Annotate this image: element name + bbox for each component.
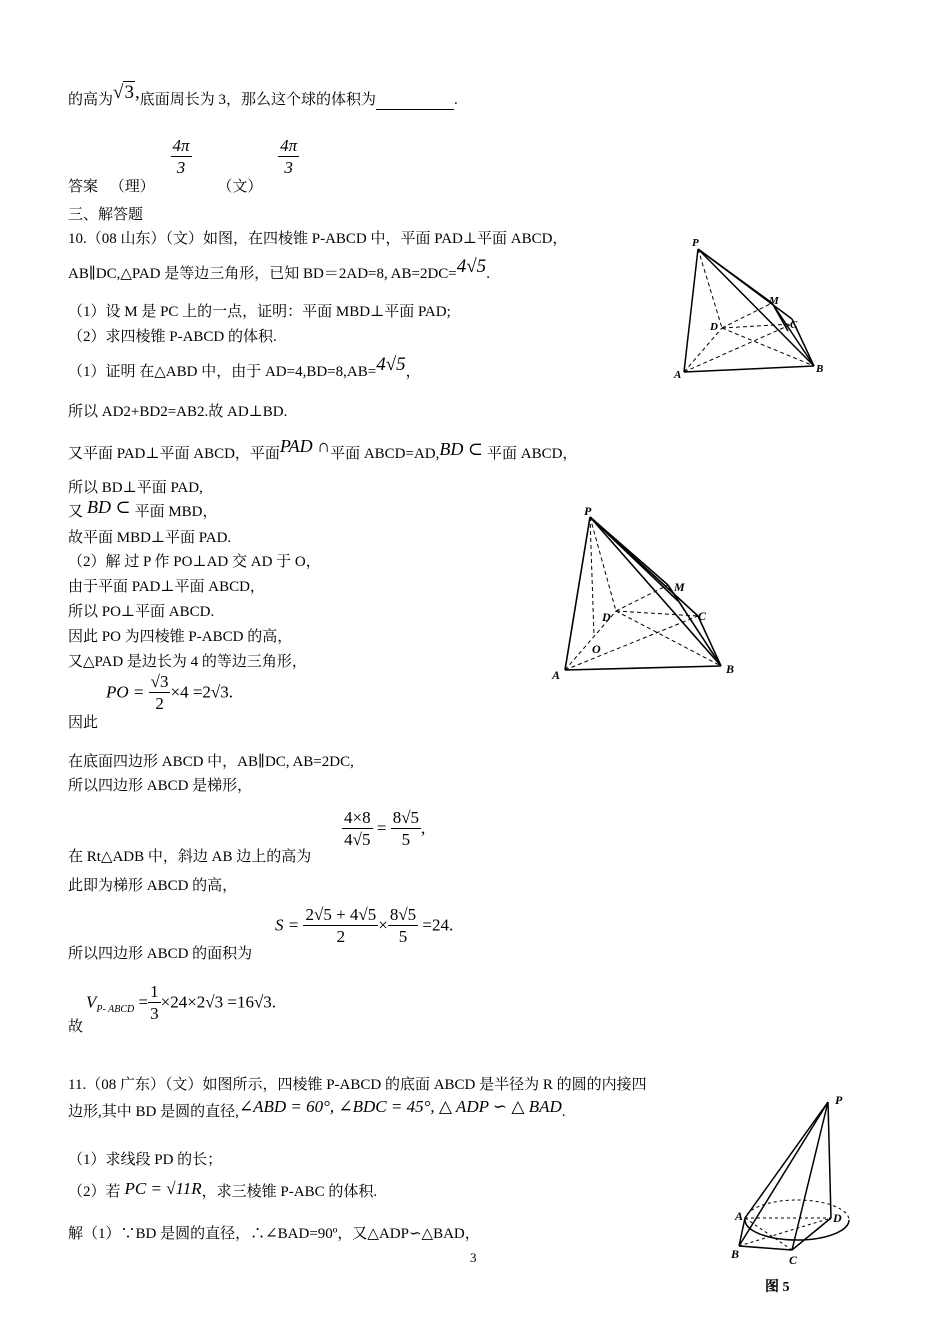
h-eq: = [376, 818, 387, 838]
fig3-label-4: C [789, 1253, 798, 1267]
p11-sol: 解（1）∵BD 是圆的直径，∴∠BAD=90º，又△ADP∽△BAD， [68, 1226, 480, 1242]
area-fraction-2 [388, 905, 418, 948]
figure-pyramid-2 [548, 503, 748, 683]
p11-line2a: 边形,其中 BD 是圆的直径, [68, 1104, 239, 1120]
area-num2: 8√5 [389, 905, 417, 924]
po-formula [106, 672, 233, 715]
p11-line2-end: . [561, 1104, 566, 1120]
po-lead: 因此 [68, 715, 99, 731]
fig3-caption: 图 5 [765, 1280, 790, 1295]
area-den1: 2 [336, 927, 346, 946]
s5-b: BD ⊂ [87, 497, 131, 517]
s5-c: 平面 MBD， [134, 504, 218, 520]
p10-s3 [68, 436, 578, 463]
s1-text: （1）证明 在△ABD 中，由于 AD=4,BD=8,AB= [68, 364, 377, 380]
h-den2: 5 [401, 830, 411, 849]
fig1-label-0: P [692, 237, 699, 249]
p10-s6: 故平面 MBD⊥平面 PAD. [68, 530, 232, 546]
li-label: （理） [109, 178, 155, 195]
fig1-label-1: M [769, 295, 779, 307]
fig2-label-1: M [674, 580, 685, 594]
p10-s9: 所以 PO⊥平面 ABCD. [68, 604, 215, 620]
area-lead: 所以四边形 ABCD 的面积为 [68, 946, 253, 962]
fig3-label-3: B [731, 1247, 740, 1261]
po-den: 2 [155, 694, 164, 713]
vol-rhs: ×24×2√3 =16√3. [160, 992, 277, 1012]
h-fraction-1 [342, 808, 373, 851]
p10-s4: 所以 BD⊥平面 PAD, [68, 480, 203, 496]
p11-angles: ∠ABD = 60°, ∠BDC = 45°, △ ADP ∽ △ BAD [238, 1097, 562, 1116]
wen-fraction [278, 136, 299, 179]
fig3-label-0: P [835, 1093, 843, 1107]
fig2-label-6: B [726, 662, 735, 676]
wen-num: 4π [280, 136, 298, 155]
line-end: . [453, 92, 458, 108]
p10-head: 10.（08 山东）（文）如图，在四棱锥 P-ABCD 中，平面 PAD⊥平面 ABCD， [68, 231, 568, 247]
s3-e: 平面 ABCD， [486, 446, 578, 462]
p10-s5 [68, 497, 218, 521]
fig2-label-4: O [592, 642, 601, 656]
h-end: , [421, 818, 426, 838]
p10-s11: 又△PAD 是边长为 4 的等边三角形， [68, 654, 307, 670]
p11-q2 [68, 1180, 377, 1201]
p10-s10: 因此 PO 为四棱锥 P-ABCD 的高， [68, 629, 293, 645]
area-times: × [378, 915, 388, 935]
fig3-label-1: A [735, 1209, 744, 1223]
h-formula [342, 808, 425, 851]
vol-den: 3 [150, 1004, 159, 1023]
li-den: 3 [176, 158, 186, 177]
fig2-label-5: A [552, 668, 561, 682]
fig2-label-0: P [584, 504, 592, 518]
po-fraction [149, 672, 171, 715]
sqrt3: √3, [113, 82, 140, 103]
fig2-label-3: C [698, 609, 707, 623]
fig1-label-3: C [790, 319, 798, 331]
p10-s7: （2）解 过 P 作 PO⊥AD 交 AD 于 O， [68, 554, 321, 570]
area-rhs: =24. [422, 915, 454, 935]
area-fraction-1 [303, 905, 378, 948]
h-den1: 4√5 [344, 830, 371, 849]
po-rhs: ×4 =2√3. [170, 682, 233, 702]
answer-label: 答案 [68, 178, 99, 195]
answer-line [68, 136, 299, 195]
p11-q2a: （2）若 [68, 1184, 121, 1200]
p11-q1: （1）求线段 PD 的长； [68, 1152, 223, 1168]
s3-d: BD ⊂ [439, 439, 483, 459]
p10-s2: 所以 AD2+BD2=AB2.故 AD⊥BD. [68, 404, 288, 420]
wen-den: 3 [284, 158, 293, 177]
area-den2: 5 [398, 927, 408, 946]
line-sphere-volume [68, 82, 458, 110]
vol-sub: P- ABCD [96, 1003, 135, 1015]
fig1-label-2: D [710, 321, 718, 333]
area-formula [275, 905, 453, 948]
area-num1: 2√5 + 4√5 [305, 905, 377, 924]
given-value: 4√5 [456, 256, 487, 277]
h-lead: 在 Rt△ADB 中，斜边 AB 边上的高为 [68, 849, 312, 865]
s3-b: PAD ∩ [279, 436, 331, 456]
li-fraction [171, 136, 192, 179]
p10-q1: （1）设 M 是 PC 上的一点，证明：平面 MBD⊥平面 PAD; [68, 304, 451, 320]
fig1-label-5: B [816, 363, 824, 375]
line-suffix: 底面周长为 3，那么这个球的体积为 [139, 92, 376, 108]
wen-label: （文） [217, 178, 263, 195]
li-num: 4π [172, 136, 190, 155]
p10-s8: 由于平面 PAD⊥平面 ABCD， [68, 579, 265, 595]
p10-s12: 在底面四边形 ABCD 中，AB∥DC, AB=2DC, [68, 754, 354, 770]
area-lhs: S = [275, 915, 300, 935]
po-num: √3 [150, 672, 169, 691]
h-fraction-2 [391, 808, 421, 851]
p11-line2 [68, 1097, 566, 1121]
p10-s14: 此即为梯形 ABCD 的高， [68, 878, 238, 894]
page-number: 3 [470, 1250, 477, 1265]
vol-num: 1 [150, 982, 159, 1001]
vol-formula [86, 982, 276, 1025]
s5-a: 又 [68, 504, 84, 520]
fig2-label-2: D [602, 610, 611, 624]
line-prefix: 的高为 [68, 92, 114, 108]
p11-pc: PC = √11R [124, 1179, 202, 1198]
answer-blank [376, 95, 454, 110]
section-title: 三、解答题 [68, 207, 144, 223]
fig1-label-4: A [674, 369, 682, 381]
p10-s1 [68, 354, 421, 382]
p11-head: 11.（08 广东）（文）如图所示，四棱锥 P-ABCD 的底面 ABCD 是半径为 R 的圆的内接四 [68, 1077, 647, 1093]
given-text: AB∥DC,△PAD 是等边三角形，已知 BD＝2AD=8, AB=2DC= [68, 266, 457, 282]
h-num2: 8√5 [392, 808, 420, 827]
po-lhs: PO = [106, 682, 145, 702]
vol-lead: 故 [68, 1019, 84, 1035]
figure-pyramid-circle [725, 1088, 855, 1300]
s1-end: ， [405, 364, 421, 380]
p10-given: AB∥DC,△PAD 是等边三角形，已知 BD＝2AD=8, AB=2DC=4√5. [68, 256, 490, 282]
p10-q2: （2）求四棱锥 P-ABCD 的体积. [68, 329, 277, 345]
s3-a: 又平面 PAD⊥平面 ABCD，平面 [68, 446, 280, 462]
vol-lhs: V [86, 992, 97, 1012]
h-num1: 4×8 [344, 808, 371, 827]
figure-pyramid-1 [668, 236, 838, 382]
s3-c: 平面 ABCD=AD, [330, 446, 440, 462]
s1-value: 4√5 [376, 354, 406, 375]
vol-fraction [148, 982, 161, 1025]
p11-q2c: ，求三棱锥 P-ABC 的体积. [201, 1184, 378, 1200]
p10-s13: 所以四边形 ABCD 是梯形， [68, 778, 253, 794]
vol-eq: = [138, 992, 149, 1012]
fig3-label-2: D [833, 1211, 842, 1225]
